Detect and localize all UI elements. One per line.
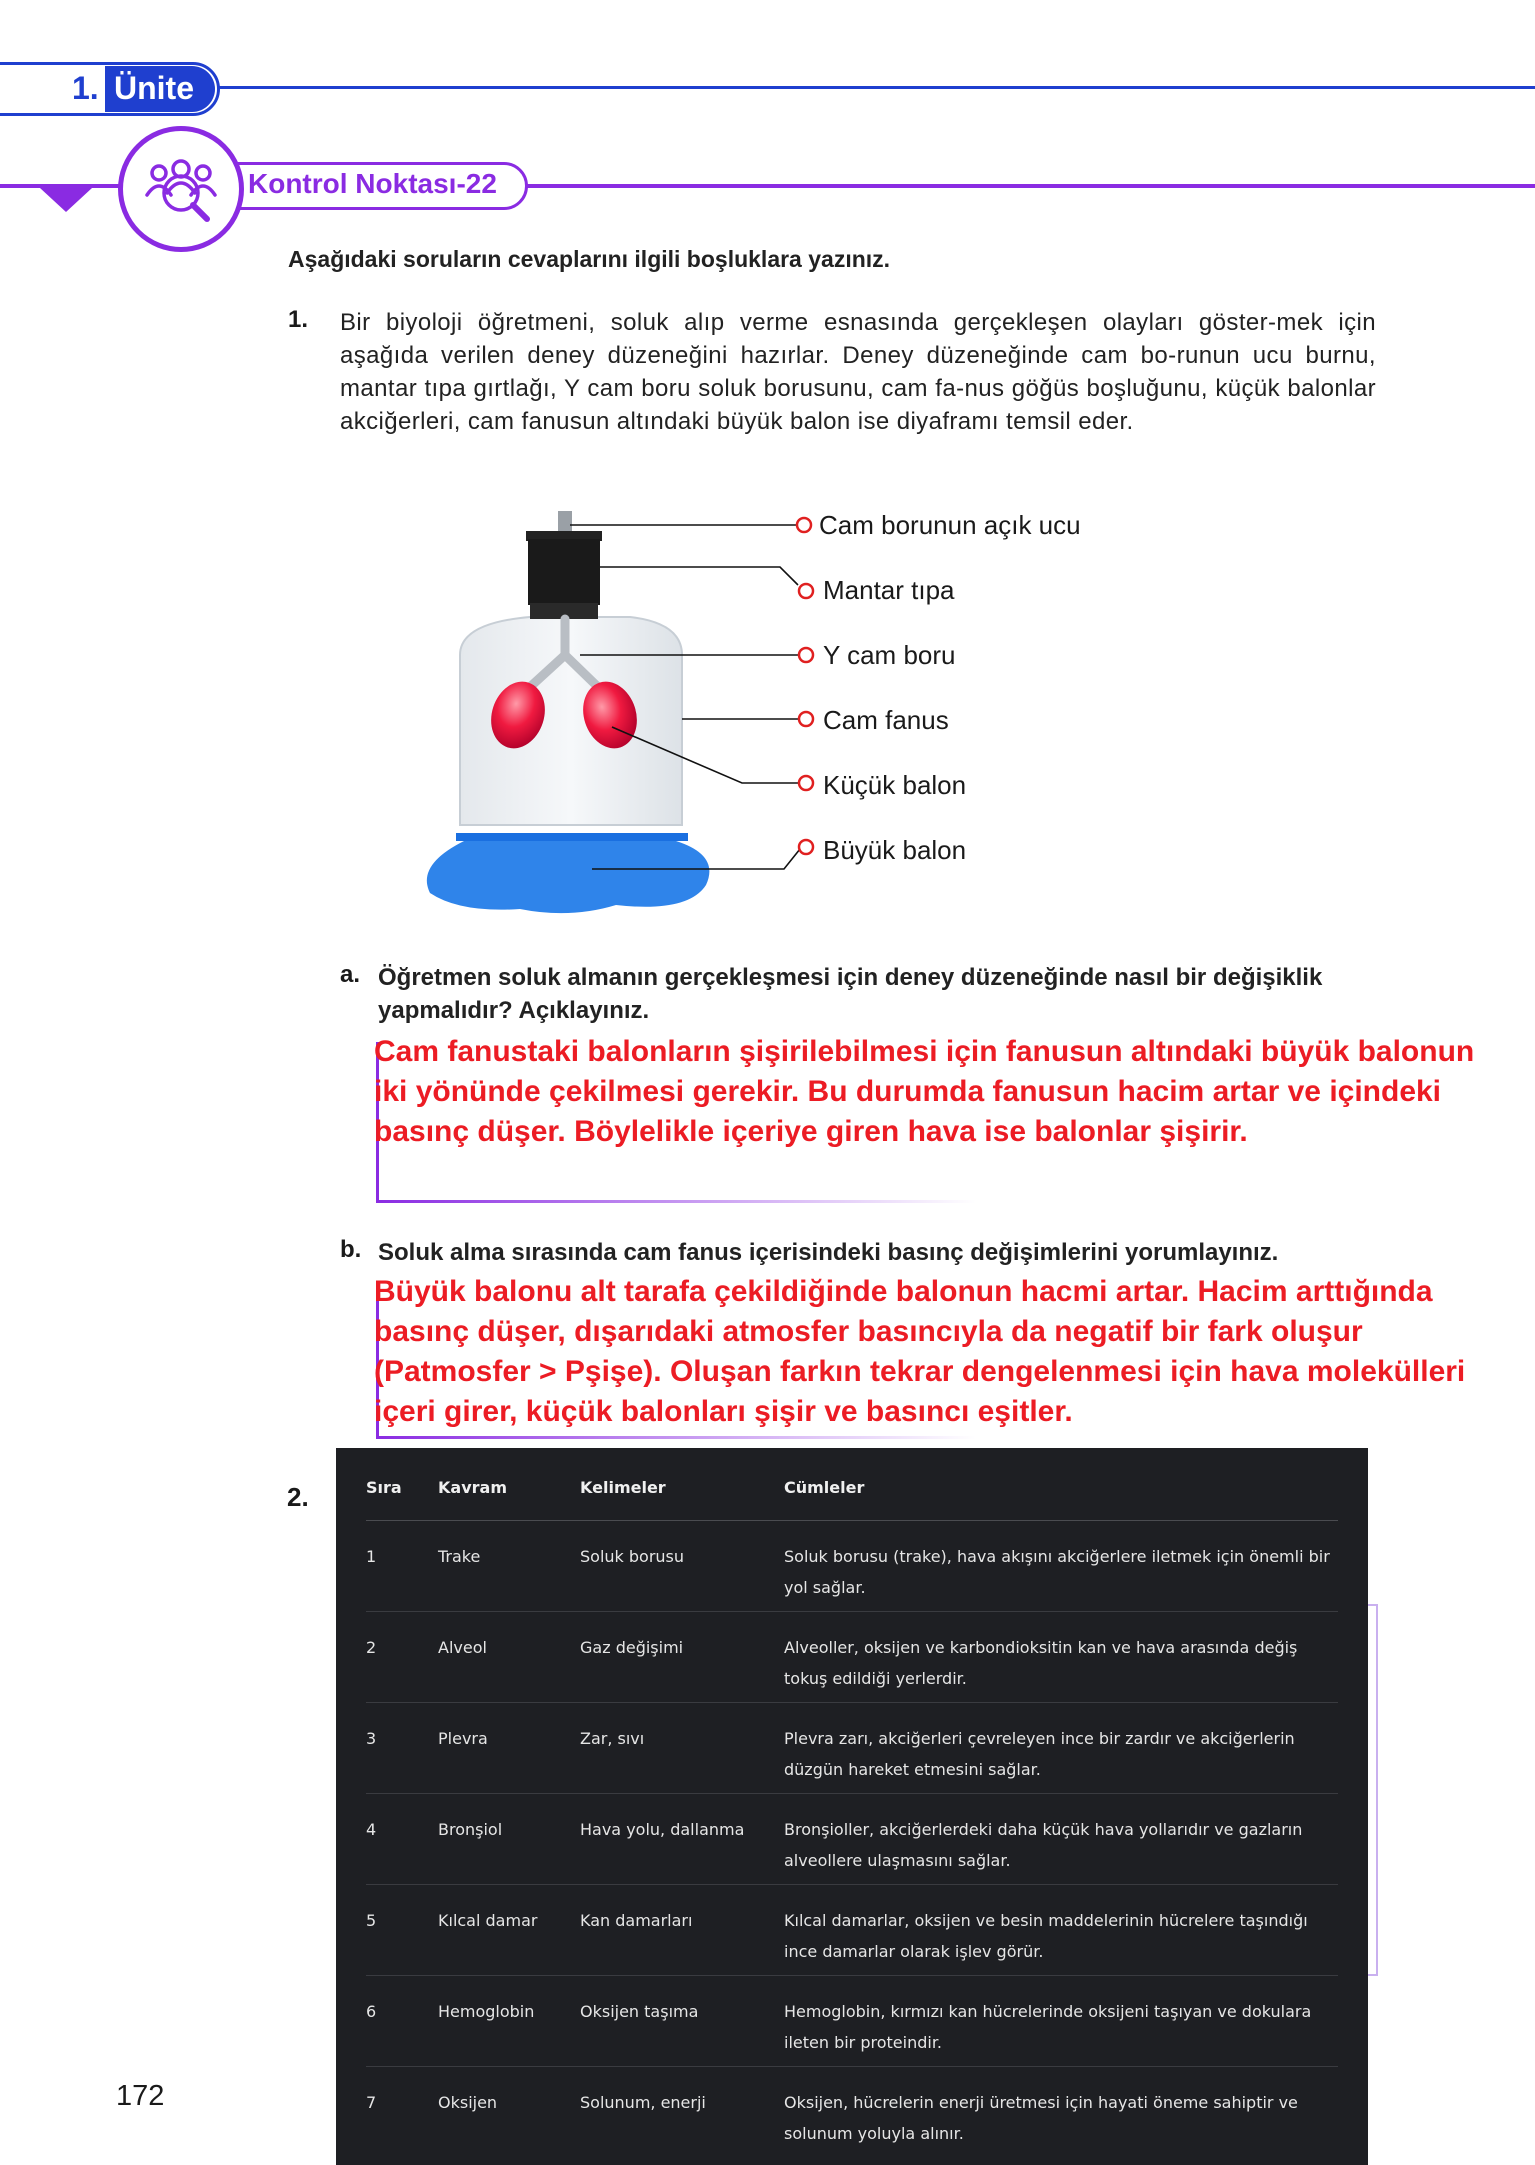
unit-number: 1.	[72, 70, 99, 106]
answer-a: Cam fanustaki balonların şişirilebilmesi için fanusun altındaki büyük balonun iki yönünde çekilmesi gerekir. Bu durumda fanusun hacim artar ve içindeki basınç düşer. Böylelikle içeriye giren hava ise balonlar şişirir.	[374, 1035, 1475, 1148]
instructions: Aşağıdaki soruların cevaplarını ilgili boşluklara yazınız.	[288, 246, 891, 272]
cell-kavram: Alveol	[438, 1611, 580, 1702]
cell-kelimeler: Zar, sıvı	[580, 1702, 784, 1793]
checkpoint-marker	[40, 188, 92, 212]
table-row	[366, 1975, 1338, 2066]
cell-cumle: Hemoglobin, kırmızı kan hücrelerinde oksijeni taşıyan ve dokulara ileten bir proteindir.	[784, 1975, 1338, 2066]
sub-question-b-text: Soluk alma sırasında cam fanus içerisindeki basınç değişimlerini yorumlayınız.	[378, 1239, 1279, 1266]
cell-kelimeler: Gaz değişimi	[580, 1611, 784, 1702]
sub-question-a-text: Öğretmen soluk almanın gerçekleşmesi için deney düzeneğinde nasıl bir değişiklik yapmalıdır? Açıklayınız.	[378, 964, 1323, 1024]
cell-kelimeler: Solunum, enerji	[580, 2092, 706, 2112]
question-2-number: 2.	[287, 1482, 309, 1512]
label-y-tube: Y cam boru	[823, 640, 956, 670]
answer-b: Büyük balonu alt tarafa çekildiğinde balonun hacmi artar. Hacim arttığında basınç düşer, dışarıdaki atmosfer basıncıyla da negatif bir fark oluşur (Patmosfer > Pşişe). Oluşan farkın tekrar dengelenmesi için hava molekülleri içeri girer, küçük balonları şişir ve basıncı eşitler.	[374, 1275, 1466, 1428]
page-number: 172	[116, 2080, 165, 2112]
cell-sira: 4	[366, 1793, 438, 1884]
label-cork: Mantar tıpa	[823, 575, 955, 605]
label-tube-end: Cam borunun açık ucu	[819, 510, 1081, 540]
cell-kavram: Kılcal damar	[438, 1884, 580, 1975]
unit-header-line	[0, 86, 1535, 89]
cell-cumle: Plevra zarı, akciğerleri çevreleyen ince bir zardır ve akciğerlerin düzgün hareket etmesini sağlar.	[784, 1702, 1338, 1793]
cell-kavram: Oksijen	[438, 2092, 498, 2112]
table-row	[366, 1611, 1338, 1702]
cork-stopper	[528, 539, 600, 605]
header-sira: Sıra	[366, 1448, 438, 1520]
label-big-balloon: Büyük balon	[823, 835, 967, 865]
sub-question-b-letter: b.	[340, 1236, 362, 1263]
unit-title: Ünite	[114, 70, 194, 106]
cell-kelimeler: Soluk borusu	[580, 1520, 784, 1611]
cell-kelimeler: Kan damarları	[580, 1884, 784, 1975]
cell-cumle: Oksijen, hücrelerin enerji üretmesi için hayati öneme sahiptir ve solunum yoluyla alınır.	[784, 2092, 1298, 2143]
sub-question-a-letter: a.	[340, 961, 361, 988]
cell-cumle: Alveoller, oksijen ve karbondioksitin kan ve hava arasında değiş tokuş edildiği yerlerdir.	[784, 1611, 1338, 1702]
label-small-balloon: Küçük balon	[823, 770, 967, 800]
cell-kelimeler: Hava yolu, dallanma	[580, 1793, 784, 1884]
cell-kelimeler: Oksijen taşıma	[580, 1975, 784, 2066]
group-search-icon	[118, 126, 244, 252]
checkpoint-title: Kontrol Noktası-22	[248, 168, 497, 199]
table-header-row	[366, 1448, 1338, 1520]
big-balloon	[427, 841, 710, 913]
header-cumleler: Cümleler	[784, 1448, 1338, 1520]
cell-sira: 6	[366, 1975, 438, 2066]
table-row	[366, 2066, 1338, 2157]
header-kavram: Kavram	[438, 1448, 580, 1520]
concept-table	[336, 1448, 1368, 2165]
cell-cumle: Bronşioller, akciğerlerdeki daha küçük hava yollarıdır ve gazların alveollere ulaşmasını sağlar.	[784, 1793, 1338, 1884]
table-row	[366, 1702, 1338, 1793]
header-kelimeler: Kelimeler	[580, 1448, 784, 1520]
cell-kavram: Hemoglobin	[438, 1975, 580, 2066]
cell-sira: 7	[366, 2092, 377, 2112]
cell-sira: 2	[366, 1611, 438, 1702]
table-row	[366, 1793, 1338, 1884]
cell-kavram: Trake	[438, 1520, 580, 1611]
answer-b-underline	[376, 1436, 976, 1439]
question-1-number: 1.	[288, 306, 309, 333]
cell-cumle: Kılcal damarlar, oksijen ve besin maddelerinin hücrelere taşındığı ince damarlar olarak işlev görür.	[784, 1884, 1338, 1975]
bell-jar-diagram	[420, 505, 820, 925]
cell-sira: 3	[366, 1702, 438, 1793]
cell-sira: 1	[366, 1520, 438, 1611]
label-glass-jar: Cam fanus	[823, 705, 949, 735]
cell-cumle: Soluk borusu (trake), hava akışını akciğerlere iletmek için önemli bir yol sağlar.	[784, 1520, 1338, 1611]
cell-kavram: Bronşiol	[438, 1793, 580, 1884]
table-row	[366, 1520, 1338, 1611]
question-1-text: Bir biyoloji öğretmeni, soluk alıp verme esnasında gerçekleşen olayları göster-mek için aşağıda verilen deney düzeneğini hazırlar. Deney düzeneğinde cam bo-runun ucu burnu, mantar tıpa gırtlağı, Y cam boru soluk borusunu, cam fa-nus göğüs boşluğunu, küçük balonlar akciğerleri, cam fanusun altındaki büyük balon ise diyaframı temsil eder.	[340, 309, 1376, 435]
table-row	[366, 1884, 1338, 1975]
jar-rim	[456, 833, 688, 841]
answer-a-underline	[376, 1200, 976, 1203]
cell-sira: 5	[366, 1884, 438, 1975]
cell-kavram: Plevra	[438, 1702, 580, 1793]
